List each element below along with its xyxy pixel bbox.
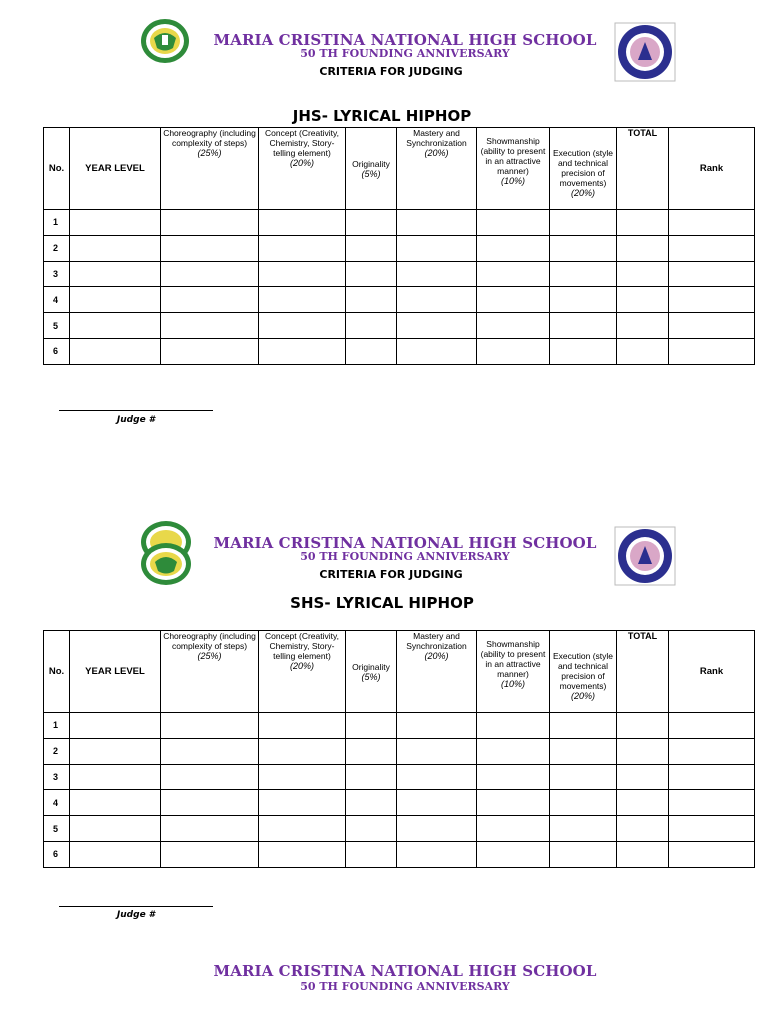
col-showmanship-label: Showmanship (ability to present in an attractive manner) — [480, 136, 546, 176]
row-number: 5 — [44, 816, 70, 842]
col-no: No. — [44, 128, 70, 210]
school-name: MARIA CRISTINA NATIONAL HIGH SCHOOL — [213, 962, 597, 980]
col-choreography-label: Choreography (including complexity of steps) — [163, 631, 256, 651]
col-total: TOTAL — [617, 128, 669, 210]
col-concept-weight: (20%) — [289, 158, 314, 168]
judge-label: Judge # — [116, 910, 156, 920]
col-year-level: YEAR LEVEL — [70, 128, 161, 210]
col-concept-weight: (20%) — [289, 661, 314, 671]
col-originality-weight: (5%) — [361, 671, 381, 682]
col-choreography-weight: (25%) — [197, 651, 222, 661]
col-originality-weight: (5%) — [361, 168, 381, 179]
judge-label: Judge # — [116, 415, 156, 425]
row-number: 2 — [44, 738, 70, 764]
col-showmanship-weight: (10%) — [500, 176, 525, 186]
row-number: 6 — [44, 338, 70, 364]
category-title: SHS- LYRICAL HIPHOP — [290, 594, 474, 612]
criteria-heading: CRITERIA FOR JUDGING — [319, 568, 463, 581]
col-originality-label: Originality — [352, 661, 390, 672]
col-originality-label: Originality — [352, 158, 390, 169]
col-showmanship-weight: (10%) — [500, 679, 525, 689]
col-rank: Rank — [669, 128, 755, 210]
school-name: MARIA CRISTINA NATIONAL HIGH SCHOOL — [213, 31, 597, 49]
col-choreography-weight: (25%) — [197, 148, 222, 158]
school-name: MARIA CRISTINA NATIONAL HIGH SCHOOL — [213, 534, 597, 552]
col-execution-label: Execution (style and technical precision of movements) — [553, 148, 613, 188]
anniversary-label: 50 TH FOUNDING ANNIVERSARY — [300, 550, 510, 563]
row-number: 2 — [44, 235, 70, 261]
row-number: 4 — [44, 287, 70, 313]
category-title: JHS- LYRICAL HIPHOP — [292, 107, 472, 125]
col-showmanship-label: Showmanship (ability to present in an attractive manner) — [480, 639, 546, 679]
col-total: TOTAL — [617, 631, 669, 713]
col-mastery-weight: (20%) — [424, 148, 449, 158]
row-number: 1 — [44, 713, 70, 739]
col-execution-weight: (20%) — [570, 188, 595, 198]
anniversary-label: 50 TH FOUNDING ANNIVERSARY — [300, 980, 510, 993]
row-number: 6 — [44, 841, 70, 867]
col-execution-label: Execution (style and technical precision of movements) — [553, 651, 613, 691]
col-choreography-label: Choreography (including complexity of steps) — [163, 128, 256, 148]
criteria-heading: CRITERIA FOR JUDGING — [319, 65, 463, 78]
row-number: 3 — [44, 261, 70, 287]
col-mastery-label: Mastery and Synchronization — [406, 631, 467, 651]
col-mastery-label: Mastery and Synchronization — [406, 128, 467, 148]
col-no: No. — [44, 631, 70, 713]
row-number: 5 — [44, 313, 70, 339]
anniversary-label: 50 TH FOUNDING ANNIVERSARY — [300, 47, 510, 60]
col-year-level: YEAR LEVEL — [70, 631, 161, 713]
row-number: 1 — [44, 210, 70, 236]
col-concept-label: Concept (Creativity, Chemistry, Story-telling element) — [264, 128, 339, 158]
col-rank: Rank — [669, 631, 755, 713]
row-number: 3 — [44, 764, 70, 790]
col-concept-label: Concept (Creativity, Chemistry, Story-telling element) — [264, 631, 339, 661]
col-mastery-weight: (20%) — [424, 651, 449, 661]
col-execution-weight: (20%) — [570, 691, 595, 701]
row-number: 4 — [44, 790, 70, 816]
